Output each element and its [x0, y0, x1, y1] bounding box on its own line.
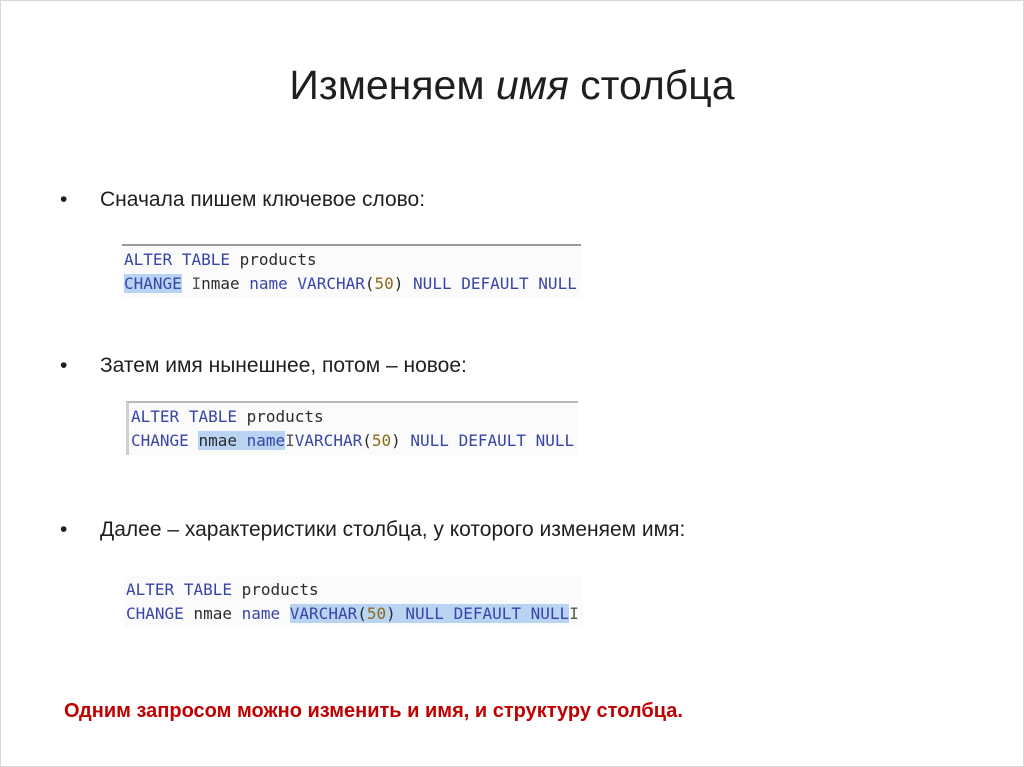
title-italic: имя — [495, 62, 569, 108]
new-column-name-highlighted: name — [246, 431, 286, 450]
old-column-name: nmae — [193, 604, 232, 623]
kw-default: DEFAULT — [453, 604, 522, 623]
bullet-1 — [60, 188, 425, 212]
bullet-dot: • — [60, 354, 68, 377]
paren-open: ( — [357, 604, 367, 623]
kw-null: NULL — [405, 604, 444, 623]
title-main: Изменяем — [289, 62, 485, 108]
slide-title — [0, 62, 1024, 109]
paren-close: ) — [391, 431, 401, 450]
kw-table: TABLE — [188, 407, 237, 426]
kw-change-highlighted: CHANGE — [124, 274, 182, 293]
code-snippet-2 — [126, 401, 578, 455]
kw-varchar: VARCHAR — [297, 274, 365, 293]
bullet-3-text: Далее – характеристики столбца, у которого изменяем имя: — [100, 518, 686, 541]
old-column-name-highlighted: nmae — [198, 431, 237, 450]
table-name: products — [239, 250, 317, 269]
paren-open: ( — [364, 274, 375, 293]
kw-alter: ALTER — [131, 407, 180, 426]
kw-table: TABLE — [181, 250, 230, 269]
text-cursor: I — [285, 431, 295, 450]
type-size: 50 — [366, 604, 387, 623]
kw-alter: ALTER — [124, 250, 173, 269]
code-snippet-3 — [124, 576, 583, 628]
bullet-dot: • — [60, 188, 68, 211]
paren-close: ) — [386, 604, 396, 623]
new-column-name: name — [249, 274, 288, 293]
kw-varchar: VARCHAR — [294, 431, 363, 450]
table-name: products — [241, 580, 319, 599]
bullet-dot: • — [60, 518, 68, 541]
kw-alter: ALTER — [126, 580, 175, 599]
kw-table: TABLE — [183, 580, 232, 599]
kw-null-default: NULL — [538, 274, 577, 293]
kw-null: NULL — [413, 274, 452, 293]
old-column-name: nmae — [201, 274, 240, 293]
kw-null-default: NULL — [535, 431, 575, 450]
kw-change: CHANGE — [126, 604, 184, 623]
text-cursor: I — [191, 274, 202, 293]
kw-null-default: NULL — [530, 604, 570, 623]
paren-open: ( — [362, 431, 372, 450]
kw-varchar-highlighted: VARCHAR — [289, 604, 358, 623]
type-size: 50 — [371, 431, 392, 450]
paren-close: ) — [393, 274, 404, 293]
text-cursor: I — [569, 604, 579, 623]
table-name: products — [246, 407, 324, 426]
bullet-2 — [60, 354, 467, 378]
kw-default: DEFAULT — [458, 431, 527, 450]
bullet-2-text: Затем имя нынешнее, потом – новое: — [100, 354, 467, 377]
kw-change: CHANGE — [131, 431, 189, 450]
type-size: 50 — [374, 274, 394, 293]
kw-default: DEFAULT — [461, 274, 529, 293]
bullet-1-text: Сначала пишем ключевое слово: — [100, 188, 426, 211]
conclusion-note: Одним запросом можно изменить и имя, и структуру столбца. — [64, 700, 683, 722]
new-column-name: name — [241, 604, 281, 623]
bullet-3 — [60, 518, 685, 542]
code-snippet-1 — [122, 244, 581, 298]
title-end: столбца — [580, 62, 735, 108]
kw-null: NULL — [410, 431, 449, 450]
